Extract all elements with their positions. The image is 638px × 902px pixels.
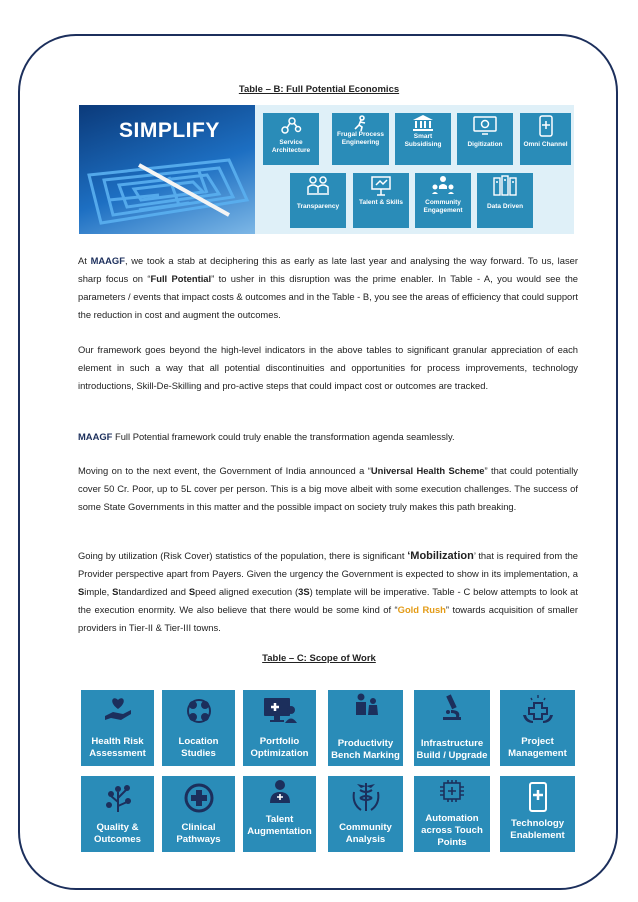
community-icon — [430, 175, 456, 197]
scope-tile-technology: Technology Enablement — [500, 776, 575, 852]
server-icon — [492, 175, 518, 197]
paragraph-3: MAAGF Full Potential framework could truly enable the transformation agenda seamlessly. — [78, 431, 455, 442]
tile-transparency: Transparency — [290, 173, 346, 228]
nurse-patient-icon — [351, 693, 381, 717]
tile-data-driven: Data Driven — [477, 173, 533, 228]
maze-image — [79, 105, 255, 234]
maagf-brand: MAAGF — [78, 431, 113, 442]
scope-tile-project-management: Project Management — [500, 690, 575, 766]
paragraph-2: Our framework goes beyond the high-level indicators in the above tables to significant granular appreciation of each element in such a way that all potential discontinuities and opportunities for process improvements, technology introductions, Skill-De-Skilling and pro-active steps that could impact cost or outcomes are tracked. — [78, 344, 578, 391]
molecule-icon — [280, 115, 302, 135]
medical-cross-circle-icon — [183, 782, 215, 814]
location-network-icon — [183, 695, 215, 727]
chip-cross-icon — [437, 779, 467, 805]
microscope-icon — [439, 694, 465, 722]
tree-network-icon — [103, 780, 133, 814]
scope-tile-talent-augmentation: Talent Augmentation — [243, 776, 316, 852]
tile-omni-channel: Omni Channel — [520, 113, 571, 165]
paragraph-1: At MAAGF, we took a stab at deciphering this as early as late last year and analysing the way forward. To us, laser sharp focus on “Full Potential” to usher in this disruption was the prime enabler. In Table - A, you would see the parameters / events that impact costs & outcomes and in the Table - B, you see the areas of efficiency that could support the reduction in cost and augment the outcomes. — [78, 255, 579, 320]
scope-tile-community-analysis: Community Analysis — [328, 776, 403, 852]
hands-cross-icon — [521, 695, 555, 725]
presentation-icon — [369, 175, 393, 197]
scope-tile-productivity: Productivity Bench Marking — [328, 690, 403, 766]
tile-community-engagement: Community Engagement — [415, 173, 471, 228]
scope-tile-location-studies: Location Studies — [162, 690, 235, 766]
doctor-icon — [267, 778, 293, 804]
tile-smart-subsidising: Smart Subsidising — [395, 113, 451, 165]
tile-talent-skills: Talent & Skills — [353, 173, 409, 228]
mobile-medical-icon — [527, 781, 549, 813]
doctor-monitor-icon — [262, 696, 298, 724]
table-b-title: Table – B: Full Potential Economics — [238, 84, 400, 95]
tile-frugal-process: Frugal Process Engineering — [332, 113, 389, 165]
mobile-medical-icon — [539, 115, 553, 137]
hand-heart-icon — [103, 696, 133, 722]
bank-icon — [413, 115, 433, 131]
scope-tile-clinical-pathways: Clinical Pathways — [162, 776, 235, 852]
scope-tile-infrastructure: Infrastructure Build / Upgrade — [414, 690, 490, 766]
scope-tile-automation: Automation across Touch Points — [414, 776, 490, 852]
paragraph-5: Going by utilization (Risk Cover) statistics of the population, there is significant ‘Mobilization’ that is required from the Provider perspective apart from Payers. Given the urgency the Government is expected to show in its implementation, a Simple, Standardized and Speed aligned execution (3S) template will be imperative. Table - C below attempts to look at the execution enormity. We also believe that there would be some kind of “Gold Rush” towards acquisition of smaller providers in Tier-II & Tier-III towns. — [78, 550, 578, 633]
table-c-title: Table – C: Scope of Work — [262, 653, 376, 664]
banner-heading: SIMPLIFY — [119, 119, 220, 142]
scope-tile-health-risk: Health Risk Assessment — [81, 690, 154, 766]
meeting-icon — [305, 175, 331, 197]
tile-digitization: Digitization — [457, 113, 513, 165]
caduceus-icon — [349, 780, 383, 814]
scope-tile-quality-outcomes: Quality & Outcomes — [81, 776, 154, 852]
maagf-brand: MAAGF — [90, 255, 125, 266]
runner-icon — [352, 115, 370, 131]
monitor-gear-icon — [472, 115, 498, 135]
scope-tile-portfolio-optimization: Portfolio Optimization — [243, 690, 316, 766]
paragraph-4: Moving on to the next event, the Government of India announced a “Universal Health Scheme” that could potentially cover 50 Cr. Poor, up to 5L cover per person. This is a big move albeit with some execution challenges. The success of some State Governments in this matter and the possible impact on society truly makes this path breaking. — [78, 465, 578, 512]
tile-service-architecture: Service Architecture — [263, 113, 319, 165]
simplify-banner — [79, 105, 574, 234]
